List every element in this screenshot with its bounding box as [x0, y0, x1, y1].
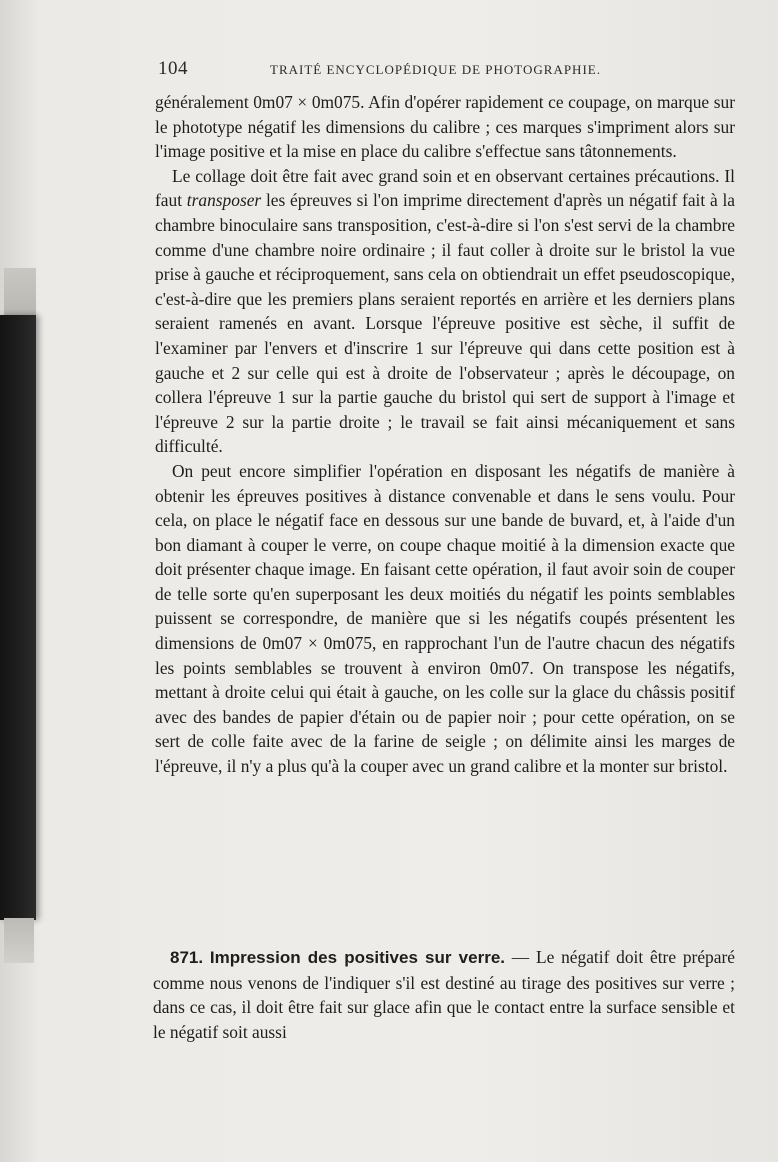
paragraph-text-start: Le collage doit être fait avec grand soin et en observant certaines précautions. Il faut — [155, 165, 735, 211]
book-spine — [0, 315, 36, 920]
page-header — [158, 58, 733, 82]
section-paragraph — [153, 945, 735, 1044]
book-spine-foot — [4, 918, 34, 963]
body-text — [155, 90, 735, 779]
page-number: 104 — [158, 58, 188, 79]
paragraph-text-end: les épreuves si l'on imprime directement d'après un négatif fait à la chambre binoculaire sans transposition, c'est-à-dire si l'on s'est servi de la chambre comme d'une chambre noire ordinaire ; il faut coller à droite sur le bristol la vue prise à gauche et réciproquement, sans cela on obtiendrait un effet pseudoscopique, c'est-à-dire que les premiers plans seraient reportés en arrière et les derniers plans seraient ramenés en avant. Lorsque l'épreuve positive est sèche, il suffit de l'examiner par l'envers et d'inscrire 1 sur l'épreuve qui dans cette position est à gauche et 2 sur celle qui est à droite de l'observateur ; après le découpage, on collera l'épreuve 1 sur la partie gauche du bristol qui sert de support à l'image et l'épreuve 2 sur la partie droite ; le travail se fait ainsi mécaniquement et sans difficulté. — [155, 190, 735, 457]
paragraph: généralement 0m07 × 0m075. Afin d'opérer rapidement ce coupage, on marque sur le phototype négatif les dimensions du calibre ; ces marques s'impriment alors sur l'image positive et la mise en place du calibre s'effectue sans tâtonnements. — [155, 92, 735, 162]
section-number: 871. — [170, 948, 204, 967]
section-title: Impression des positives sur verre. — [209, 948, 505, 967]
section-text: — Le négatif doit être préparé comme nous venons de l'indiquer s'il est destiné au tirage des positives sur verre ; dans ce cas, il doit être fait sur glace afin que le contact entre la surface sensible et le négatif soit aussi — [153, 947, 735, 1042]
emphasis: transposer — [186, 190, 262, 211]
book-spine-tab — [4, 268, 36, 316]
section-871 — [153, 945, 735, 1044]
paragraph — [155, 164, 735, 459]
paragraph: On peut encore simplifier l'opération en disposant les négatifs de manière à obtenir les épreuves positives à distance convenable et dans le sens voulu. Pour cela, on place le négatif face en dessous sur une bande de buvard, et, à l'aide d'un bon diamant à couper le verre, on coupe chaque moitié à la dimension exacte que doit présenter chaque image. En faisant cette opération, il faut avoir soin de couper de telle sorte qu'en superposant les deux moitiés du négatif les points semblables puissent se correspondre, de manière que si les négatifs coupés présentent les dimensions de 0m07 × 0m075, en rapprochant l'un de l'autre chacun des négatifs les points semblables se trouvent à environ 0m07. On transpose les négatifs, mettant à droite celui qui était à gauche, on les colle sur la glace du châssis positif avec des bandes de papier d'étain ou de papier noir ; pour cette opération, on se sert de colle faite avec de la farine de seigle ; on délimite ainsi les marges de l'épreuve, il n'y a plus qu'à la couper avec un grand calibre et la monter sur bristol. — [155, 460, 735, 777]
running-title: TRAITÉ ENCYCLOPÉDIQUE DE PHOTOGRAPHIE. — [270, 62, 601, 77]
